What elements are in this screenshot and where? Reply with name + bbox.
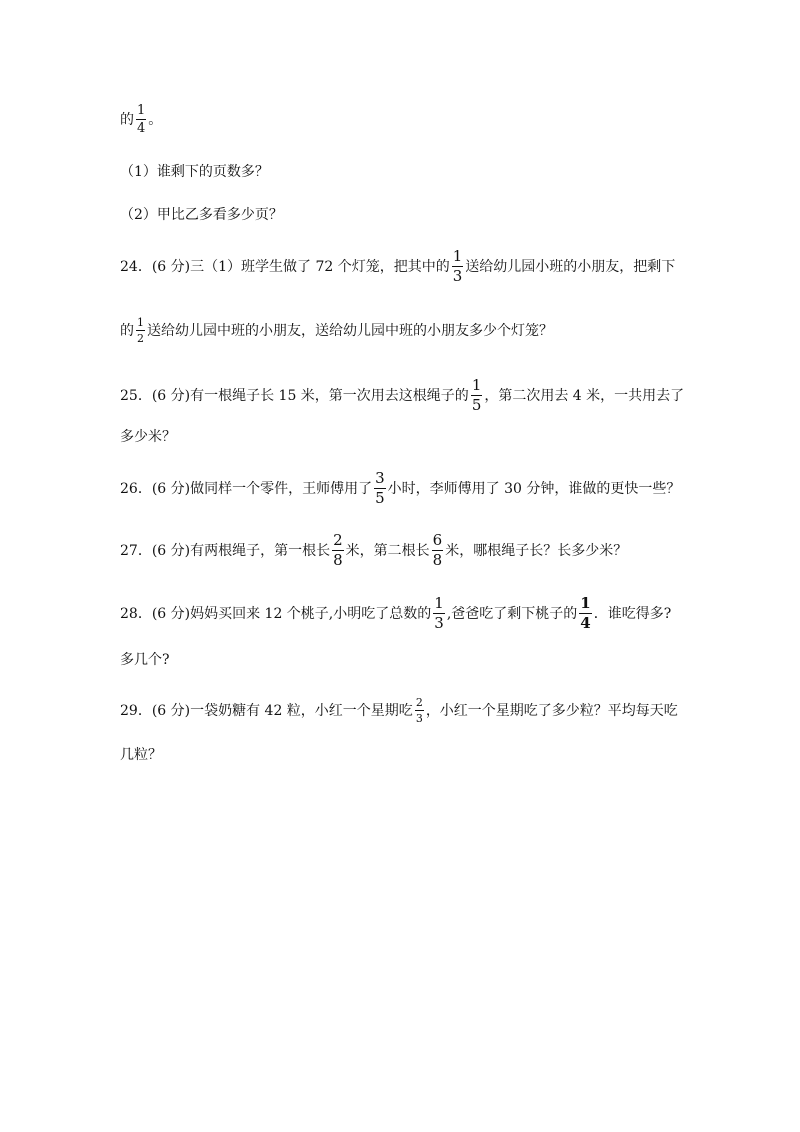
fraction-denominator: 2 bbox=[137, 331, 144, 345]
text-line bbox=[120, 418, 176, 454]
text-run: 27．(6 分)有两根绳子，第一根长 bbox=[120, 543, 331, 559]
text-line bbox=[120, 641, 170, 677]
text-run: ,爸爸吃了剩下桃子的 bbox=[446, 606, 578, 622]
fraction-numerator: 2 bbox=[333, 530, 343, 549]
text-line bbox=[120, 595, 671, 631]
fraction bbox=[433, 593, 445, 632]
fraction bbox=[452, 246, 464, 285]
text-run: ，第二次用去 4 米，一共用去了 bbox=[484, 388, 685, 404]
text-run: ，小红一个星期吃了多少粒？平均每天吃 bbox=[425, 703, 678, 719]
text-run: （2）甲比乙多看多少页？ bbox=[120, 207, 283, 223]
text-line bbox=[120, 153, 269, 189]
fraction bbox=[374, 468, 386, 507]
fraction bbox=[432, 530, 444, 569]
fraction-denominator: 8 bbox=[333, 550, 343, 569]
fraction bbox=[471, 375, 483, 414]
text-line bbox=[120, 312, 553, 348]
text-run: 的 bbox=[120, 323, 134, 339]
fraction-numerator: 1 bbox=[137, 315, 144, 329]
fraction-denominator: 4 bbox=[137, 120, 146, 136]
fraction bbox=[415, 697, 424, 724]
text-line bbox=[120, 532, 627, 568]
fraction-numerator: 1 bbox=[580, 593, 591, 612]
text-run: （1）谁剩下的页数多？ bbox=[120, 164, 269, 180]
fraction bbox=[579, 593, 591, 632]
fraction-denominator: 3 bbox=[415, 711, 423, 725]
text-run: 送给幼儿园小班的小朋友，把剩下 bbox=[465, 259, 676, 275]
fraction-denominator: 8 bbox=[432, 550, 443, 569]
text-run: 26．(6 分)做同样一个零件，王师傅用了 bbox=[120, 481, 373, 497]
text-line bbox=[120, 248, 675, 284]
fraction-denominator: 3 bbox=[452, 266, 463, 285]
text-run: 25．(6 分)有一根绳子长 15 米，第一次用去这根绳子的 bbox=[120, 388, 469, 404]
fraction-denominator: 3 bbox=[434, 613, 444, 632]
fraction-numerator: 3 bbox=[375, 468, 385, 487]
fraction-denominator: 4 bbox=[580, 613, 591, 632]
text-run: 28．(6 分)妈妈买回来 12 个桃子,小明吃了总数的 bbox=[120, 606, 432, 622]
fraction-denominator: 5 bbox=[471, 395, 482, 414]
text-run: 29．(6 分)一袋奶糖有 42 粒，小红一个星期吃 bbox=[120, 703, 413, 719]
fraction bbox=[136, 104, 146, 135]
text-line bbox=[120, 692, 678, 728]
text-line bbox=[120, 101, 162, 137]
fraction-numerator: 1 bbox=[137, 102, 146, 118]
fraction-denominator: 5 bbox=[375, 488, 385, 507]
text-run: 24．(6 分)三（1）班学生做了 72 个灯笼，把其中的 bbox=[120, 259, 450, 275]
text-run: 几粒？ bbox=[120, 747, 162, 763]
text-run: 多几个? bbox=[120, 652, 170, 668]
text-run: 的 bbox=[120, 112, 134, 128]
fraction bbox=[136, 317, 145, 344]
text-run: 米，哪根绳子长？长多少米？ bbox=[445, 543, 628, 559]
text-line bbox=[120, 736, 162, 772]
text-line bbox=[120, 196, 283, 232]
fraction-numerator: 1 bbox=[452, 246, 463, 265]
fraction bbox=[332, 530, 344, 569]
fraction-numerator: 2 bbox=[415, 695, 423, 709]
fraction-numerator: 1 bbox=[471, 375, 482, 394]
text-run: 米，第二根长 bbox=[345, 543, 430, 559]
text-run: 多少米？ bbox=[120, 429, 176, 445]
fraction-numerator: 6 bbox=[432, 530, 443, 549]
fraction-numerator: 1 bbox=[434, 593, 444, 612]
text-line bbox=[120, 377, 684, 413]
text-run: 送给幼儿园中班的小朋友，送给幼儿园中班的小朋友多少个灯笼？ bbox=[147, 323, 553, 339]
text-run: ．谁吃得多? bbox=[593, 606, 672, 622]
text-run: 。 bbox=[148, 112, 163, 128]
text-run: 小时，李师傅用了 30 分钟，谁做的更快一些？ bbox=[387, 481, 681, 497]
text-line bbox=[120, 470, 680, 506]
